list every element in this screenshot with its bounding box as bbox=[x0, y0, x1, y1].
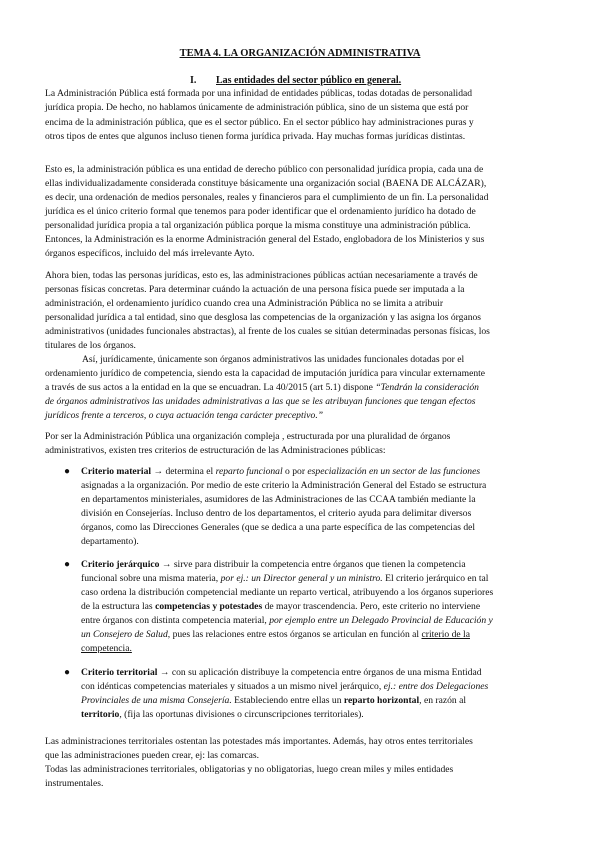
text-line: personas físicas concretas. Para determinar cuándo la actuación de una persona física puede ser imputada a la bbox=[45, 284, 465, 295]
text-line: Provinciales de una misma Consejería. Estableciendo entre ellas un reparto horizontal, en razón al bbox=[81, 695, 467, 706]
text-line: jurídica es el único criterio formal que tenemos para poder identificar que el ordenamiento jurídico ha dotado de bbox=[45, 206, 476, 217]
criterion-term: Criterio territorial bbox=[81, 667, 158, 678]
text-span: a través de sus actos a la entidad en la que se encuadran. La 40/2015 (art 5.1) dispone bbox=[45, 382, 373, 393]
text-line: división en Consejerías. Incluso dentro de los departamentos, el criterio ayuda para delimitar diversos bbox=[81, 508, 472, 519]
text-line: Esto es, la administración pública es una entidad de derecho público con personalidad jurídica propia, cada una de bbox=[45, 164, 484, 175]
text-line: personalidad jurídica a tal entidad, sino que desglosa las competencias de la organización y las asigna los órganos bbox=[45, 312, 482, 323]
text-line: Las administraciones territoriales ostentan las potestades más importantes. Además, hay otros entes territoriales bbox=[45, 736, 473, 747]
text-line: caso ordena la distribución competencial mediante un reparto vertical, atribuyendo a los órganos superiores bbox=[81, 587, 494, 598]
text-line: órganos, como las Direcciones Generales (que se dedica a una parte específica de las competencias del bbox=[81, 522, 476, 533]
text-line: jurídica propia. De hecho, no hablamos únicamente de administración pública, sino de un sistema que está por bbox=[45, 102, 469, 113]
text-line: Criterio territorial → con su aplicación distribuye la competencia entre órganos de una misma Entidad bbox=[81, 667, 482, 678]
legal-quote: “Tendrán la consideración bbox=[375, 382, 479, 393]
criterion-term: Criterio jerárquico bbox=[81, 559, 160, 570]
text-line: departamento). bbox=[81, 536, 139, 547]
arrow-icon: → bbox=[153, 466, 164, 477]
text-line: administrativos (unidades funcionales abstractas), al frente de los cuales se sitúan determinadas personas físicas, los bbox=[45, 326, 490, 337]
text-line: Todas las administraciones territoriales, obligatorias y no obligatorias, luego crean miles y miles entidades bbox=[45, 764, 454, 775]
text-line: La Administración Pública está formada por una infinidad de entidades públicas, todas dotadas de personalidad bbox=[45, 88, 473, 99]
section-title: Las entidades del sector público en general. bbox=[216, 75, 402, 86]
criterion-term: Criterio material bbox=[81, 466, 152, 477]
arrow-icon: → bbox=[161, 559, 172, 570]
text-line: que las administraciones pueden crear, ej: las comarcas. bbox=[45, 750, 260, 761]
text-line: Criterio material → determina el reparto funcional o por especialización en un sector de las funciones bbox=[81, 466, 481, 477]
text-line: administrativos, existen tres criterios de estructuración de las Administraciones públicas: bbox=[45, 445, 386, 456]
text-line: de la estructura las competencias y potestades de mayor trascendencia. Pero, este criterio no interviene bbox=[81, 601, 481, 612]
document-title: TEMA 4. LA ORGANIZACIÓN ADMINISTRATIVA bbox=[179, 48, 421, 59]
bullet-icon: ● bbox=[64, 466, 71, 477]
legal-quote-line bbox=[45, 396, 476, 408]
bullet-icon: ● bbox=[64, 667, 71, 678]
text-line: otros tipos de entes que algunos incluso tienen forma jurídica privada. Hay muchas formas jurídicas distintas. bbox=[45, 131, 466, 142]
text-line: Así, jurídicamente, únicamente son órganos administrativos las unidades funcionales dotadas por el bbox=[82, 354, 465, 365]
text-line: asignadas a la organización. Por medio de este criterio la Administración General del Estado se estructura bbox=[81, 480, 487, 491]
text-line: órganos específicos, incluido del más irrelevante Ayto. bbox=[45, 248, 255, 259]
text-line: Entonces, la Administración es la enorme Administración general del Estado, englobadora de los Ministerios y sus bbox=[45, 234, 485, 245]
text-line: ordenamiento jurídico de competencia, siendo esta la capacidad de imputación jurídica para vincular externamente bbox=[45, 368, 486, 379]
text-line: con idénticas competencias materiales y situados a un mismo nivel jerárquico, ej.: entre dos Delegaciones bbox=[81, 681, 489, 692]
bullet-icon: ● bbox=[64, 559, 71, 570]
text-line: personalidad jurídica propia a tal organización pública porque la misma constituye una administración pública. bbox=[45, 220, 471, 231]
text-line: titulares de los órganos. bbox=[45, 340, 136, 351]
text-line: funcional sobre una misma materia, por ej.: un Director general y un ministro. El criterio jerárquico en tal bbox=[81, 573, 489, 584]
text-line: es decir, una ordenación de medios personales, reales y financieros para el cumplimiento de un fin. La personalidad bbox=[45, 192, 489, 203]
text-line: un Consejero de Salud, pues las relaciones entre estos órganos se articulan en función al criterio de la bbox=[81, 629, 470, 640]
legal-quote: jurídicos frente a terceros, o cuya actuación tenga carácter preceptivo.” bbox=[45, 410, 324, 421]
arrow-icon: → bbox=[159, 667, 170, 678]
text-line bbox=[45, 382, 479, 394]
text-line: encima de la administración pública, que es el sector público. En el sector público hay administraciones puras y bbox=[45, 117, 474, 128]
text-line: competencia. bbox=[81, 643, 132, 654]
text-line: entre órganos con distinta competencia material, por ejemplo entre un Delegado Provincial de Educación y bbox=[81, 615, 493, 626]
section-number: I. bbox=[190, 75, 197, 86]
text-line: Criterio jerárquico → sirve para distribuir la competencia entre órganos que tienen la competencia bbox=[81, 559, 466, 570]
legal-quote-line bbox=[45, 410, 323, 422]
legal-quote: de órganos administrativos las unidades administrativas a las que se les atribuyan funciones que tengan efectos bbox=[45, 396, 476, 407]
text-line: Por ser la Administración Pública una organización compleja , estructurada por una pluralidad de órganos bbox=[45, 431, 451, 442]
text-line: administración, el ordenamiento jurídico cuando crea una Administración Pública no se limita a atribuir bbox=[45, 298, 444, 309]
text-line: territorio, (fija las oportunas divisiones o circunscripciones territoriales). bbox=[81, 709, 364, 720]
text-line: instrumentales. bbox=[45, 778, 104, 789]
text-line: ellas individualizadamente considerada constituye básicamente una organización social (BAENA DE ALCÁZAR), bbox=[45, 178, 487, 189]
text-line: Ahora bien, todas las personas jurídicas, esto es, las administraciones públicas actúan necesariamente a través de bbox=[45, 270, 478, 281]
text-line: en departamentos ministeriales, asumidores de las Administraciones de las CCAA también mediante la bbox=[81, 494, 476, 505]
